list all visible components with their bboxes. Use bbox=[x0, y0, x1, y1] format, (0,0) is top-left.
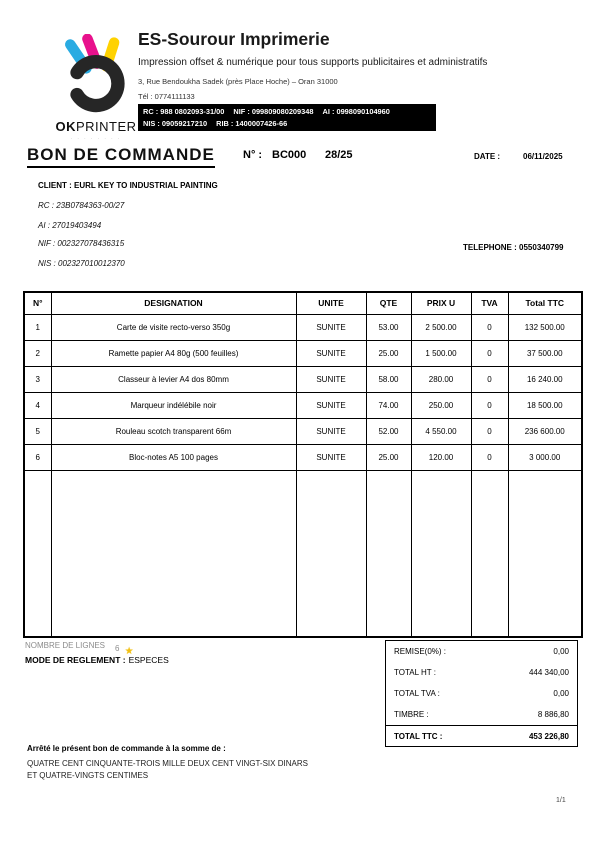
col-header-designation: DESIGNATION bbox=[51, 292, 296, 314]
table-cell: 1 500.00 bbox=[411, 340, 471, 366]
table-empty-row bbox=[24, 470, 582, 637]
client-phone-value: 0550340799 bbox=[519, 243, 564, 252]
totals-label: TOTAL TVA : bbox=[394, 689, 440, 698]
table-cell: 52.00 bbox=[366, 418, 411, 444]
order-number-suffix: 28/25 bbox=[325, 149, 353, 161]
totals-row bbox=[386, 683, 577, 704]
registry-ai: AI : 0998090104960 bbox=[322, 107, 390, 116]
table-cell: 0 bbox=[471, 340, 508, 366]
client-nis: NIS : 002327010012370 bbox=[38, 259, 125, 268]
table-cell: SUNITE bbox=[296, 392, 366, 418]
company-address: 3, Rue Bendoukha Sadek (près Place Hoche) – Oran 31000 bbox=[138, 77, 338, 86]
client-name-line: CLIENT : EURL KEY TO INDUSTRIAL PAINTING bbox=[38, 181, 218, 190]
table-cell: Bloc-notes A5 100 pages bbox=[51, 444, 296, 470]
client-ai: AI : 27019403494 bbox=[38, 221, 102, 230]
totals-value: 453 226,80 bbox=[528, 731, 569, 741]
totals-value: 0,00 bbox=[553, 689, 569, 698]
registry-rc: RC : 988 0802093-31/00 bbox=[143, 107, 225, 116]
order-number-value: BC000 bbox=[272, 149, 307, 161]
date-label: DATE : bbox=[474, 152, 501, 161]
registry-rib: RIB : 1400007426-66 bbox=[216, 118, 288, 128]
totals-value: 8 886,80 bbox=[537, 710, 569, 719]
lines-count-label: NOMBRE DE LIGNES bbox=[25, 641, 106, 650]
table-cell: 6 bbox=[24, 444, 51, 470]
lines-count-value: 6 bbox=[115, 644, 120, 653]
star-icon: ★ bbox=[124, 646, 134, 657]
totals-value: 0,00 bbox=[553, 647, 569, 656]
table-cell: SUNITE bbox=[296, 340, 366, 366]
table-cell: SUNITE bbox=[296, 418, 366, 444]
table-cell: 5 bbox=[24, 418, 51, 444]
table-cell: 25.00 bbox=[366, 340, 411, 366]
client-nif: NIF : 002327078436315 bbox=[38, 239, 125, 248]
order-table-header bbox=[24, 292, 582, 314]
registry-nis: NIS : 09059217210 bbox=[143, 118, 208, 128]
table-cell: 58.00 bbox=[366, 366, 411, 392]
table-row bbox=[24, 366, 582, 392]
logo-brand-text bbox=[50, 119, 142, 134]
amount-words-line2: ET QUATRE-VINGTS CENTIMES bbox=[27, 771, 149, 780]
table-cell: 236 600.00 bbox=[508, 418, 582, 444]
amount-in-words bbox=[27, 758, 308, 782]
order-table-body bbox=[24, 314, 582, 470]
table-cell: Carte de visite recto-verso 350g bbox=[51, 314, 296, 340]
table-cell: 4 550.00 bbox=[411, 418, 471, 444]
table-cell: 3 000.00 bbox=[508, 444, 582, 470]
table-row bbox=[24, 340, 582, 366]
page-indicator: 1/1 bbox=[556, 797, 566, 804]
totals-label: TIMBRE : bbox=[394, 710, 429, 719]
totals-label: TOTAL TTC : bbox=[394, 731, 443, 741]
registry-nif: NIF : 099809080209348 bbox=[233, 107, 314, 116]
col-header-unite: UNITE bbox=[296, 292, 366, 314]
table-cell: Ramette papier A4 80g (500 feuilles) bbox=[51, 340, 296, 366]
table-cell: 4 bbox=[24, 392, 51, 418]
table-cell: 74.00 bbox=[366, 392, 411, 418]
amount-intro: Arrêté le présent bon de commande à la somme de : bbox=[27, 744, 226, 753]
order-number-label: N° : bbox=[243, 149, 263, 161]
client-rc: RC : 23B0784363-00/27 bbox=[38, 201, 125, 210]
company-header bbox=[138, 29, 578, 101]
table-cell: 2 bbox=[24, 340, 51, 366]
table-cell: 132 500.00 bbox=[508, 314, 582, 340]
registry-line-2 bbox=[143, 118, 431, 130]
table-cell: SUNITE bbox=[296, 444, 366, 470]
company-logo bbox=[50, 34, 142, 141]
col-header-num: N° bbox=[24, 292, 51, 314]
okprinter-logo-icon bbox=[54, 34, 138, 116]
totals-row bbox=[386, 641, 577, 662]
table-cell: 3 bbox=[24, 366, 51, 392]
company-tagline: Impression offset & numérique pour tous supports publicitaires et administratifs bbox=[138, 57, 488, 68]
payment-mode-line bbox=[25, 646, 169, 665]
col-header-qte: QTE bbox=[366, 292, 411, 314]
logo-brand-rest: PRINTER bbox=[75, 119, 137, 134]
client-phone-label: TELEPHONE : bbox=[463, 243, 517, 252]
table-cell: 0 bbox=[471, 392, 508, 418]
title-row bbox=[27, 145, 215, 165]
company-phone: Tél : 0774111133 bbox=[138, 92, 195, 101]
table-cell: 37 500.00 bbox=[508, 340, 582, 366]
table-cell: 280.00 bbox=[411, 366, 471, 392]
table-cell: 53.00 bbox=[366, 314, 411, 340]
table-cell: 2 500.00 bbox=[411, 314, 471, 340]
totals-row bbox=[386, 725, 577, 746]
totals-label: REMISE(0%) : bbox=[394, 647, 447, 656]
table-cell: 25.00 bbox=[366, 444, 411, 470]
registry-line-1 bbox=[143, 106, 431, 118]
document-title: BON DE COMMANDE bbox=[27, 145, 215, 168]
table-cell: Classeur à levier A4 dos 80mm bbox=[51, 366, 296, 392]
payment-mode-label: MODE DE REGLEMENT : bbox=[25, 655, 126, 665]
col-header-prix: PRIX U bbox=[411, 292, 471, 314]
client-phone-line bbox=[463, 243, 564, 252]
totals-row bbox=[386, 704, 577, 725]
amount-words-line1: QUATRE CENT CINQUANTE-TROIS MILLE DEUX CENT VINGT-SIX DINARS bbox=[27, 759, 308, 768]
totals-value: 444 340,00 bbox=[528, 668, 569, 677]
table-cell: 16 240.00 bbox=[508, 366, 582, 392]
logo-brand-bold: OK bbox=[55, 119, 76, 134]
company-name: ES-Sourour Imprimerie bbox=[138, 29, 330, 49]
table-row bbox=[24, 444, 582, 470]
date-value: 06/11/2025 bbox=[523, 152, 563, 161]
table-row bbox=[24, 418, 582, 444]
table-row bbox=[24, 392, 582, 418]
totals-box bbox=[385, 640, 578, 747]
totals-label: TOTAL HT : bbox=[394, 668, 436, 677]
table-cell: 120.00 bbox=[411, 444, 471, 470]
logo-tagline: · · · · · · · · bbox=[70, 136, 122, 141]
totals-row bbox=[386, 662, 577, 683]
table-row bbox=[24, 314, 582, 340]
col-header-tva: TVA bbox=[471, 292, 508, 314]
table-cell: 1 bbox=[24, 314, 51, 340]
table-cell: 0 bbox=[471, 314, 508, 340]
table-cell: 18 500.00 bbox=[508, 392, 582, 418]
payment-mode-value: ESPECES bbox=[128, 655, 169, 665]
table-cell: SUNITE bbox=[296, 314, 366, 340]
table-cell: 0 bbox=[471, 444, 508, 470]
table-cell: Marqueur indélébile noir bbox=[51, 392, 296, 418]
order-table bbox=[23, 291, 583, 638]
table-cell: SUNITE bbox=[296, 366, 366, 392]
col-header-total: Total TTC bbox=[508, 292, 582, 314]
table-cell: 0 bbox=[471, 366, 508, 392]
table-cell: Rouleau scotch transparent 66m bbox=[51, 418, 296, 444]
registry-bar bbox=[138, 104, 436, 131]
table-cell: 250.00 bbox=[411, 392, 471, 418]
table-cell: 0 bbox=[471, 418, 508, 444]
